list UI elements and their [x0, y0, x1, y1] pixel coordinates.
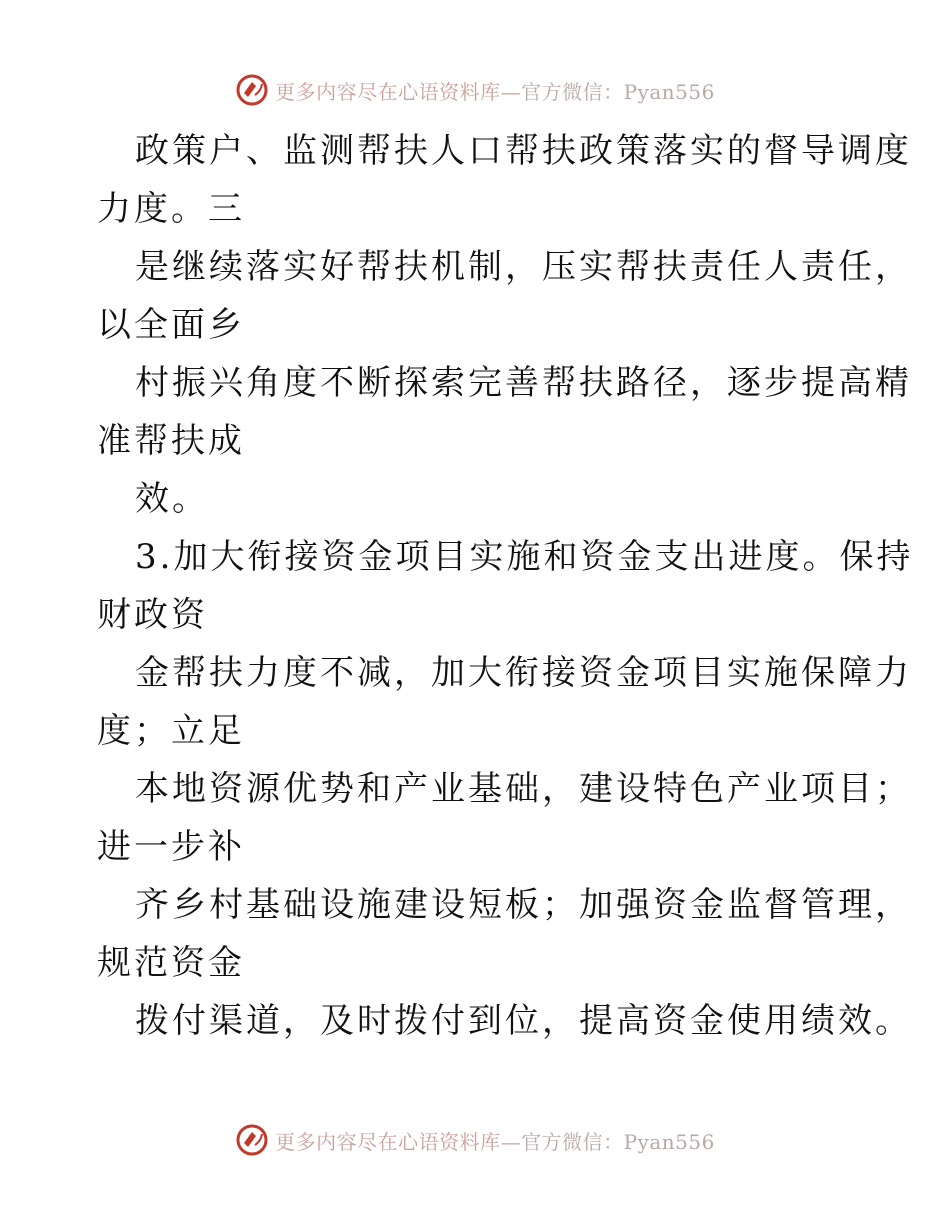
text-line: 齐乡村基础设施建设短板；加强资金监督管理， — [135, 885, 912, 925]
text-line: 金帮扶力度不减，加大衔接资金项目实施保障力 — [135, 653, 912, 693]
text-line: 财政资 — [97, 595, 208, 635]
banner-separator: — — [500, 79, 522, 104]
document-body — [97, 122, 914, 1050]
banner-wechat-id: Pyan556 — [623, 1129, 715, 1154]
banner-wechat-label: 官方微信： — [521, 79, 624, 104]
text-line: 准帮扶成 — [97, 421, 245, 461]
banner-text — [275, 76, 715, 105]
brand-logo-icon — [235, 73, 269, 107]
text-line: 度；立足 — [97, 711, 245, 751]
banner-text — [275, 1126, 715, 1155]
banner-wechat-label: 官方微信： — [521, 1129, 624, 1154]
banner-wechat-id: Pyan556 — [623, 79, 715, 104]
text-line: 效。 — [135, 479, 209, 519]
text-line: 本地资源优势和产业基础，建设特色产业项目； — [135, 769, 912, 809]
header-banner — [0, 70, 950, 110]
text-line: 政策户、监测帮扶人口帮扶政策落实的督导调度 — [135, 131, 912, 171]
text-line: 3.加大衔接资金项目实施和资金支出进度。保持 — [135, 537, 914, 577]
banner-slogan: 更多内容尽在心语资料库 — [275, 79, 501, 104]
text-line: 村振兴角度不断探索完善帮扶路径，逐步提高精 — [135, 363, 912, 403]
text-line: 以全面乡 — [97, 305, 245, 345]
footer-banner — [0, 1120, 950, 1160]
brand-logo-icon — [235, 1123, 269, 1157]
banner-slogan: 更多内容尽在心语资料库 — [275, 1129, 501, 1154]
text-line: 力度。三 — [97, 189, 245, 229]
text-line: 进一步补 — [97, 827, 245, 867]
text-line: 是继续落实好帮扶机制，压实帮扶责任人责任， — [135, 247, 912, 287]
text-line: 规范资金 — [97, 943, 245, 983]
text-line: 拨付渠道，及时拨付到位，提高资金使用绩效。 — [135, 1001, 912, 1041]
banner-separator: — — [500, 1129, 522, 1154]
